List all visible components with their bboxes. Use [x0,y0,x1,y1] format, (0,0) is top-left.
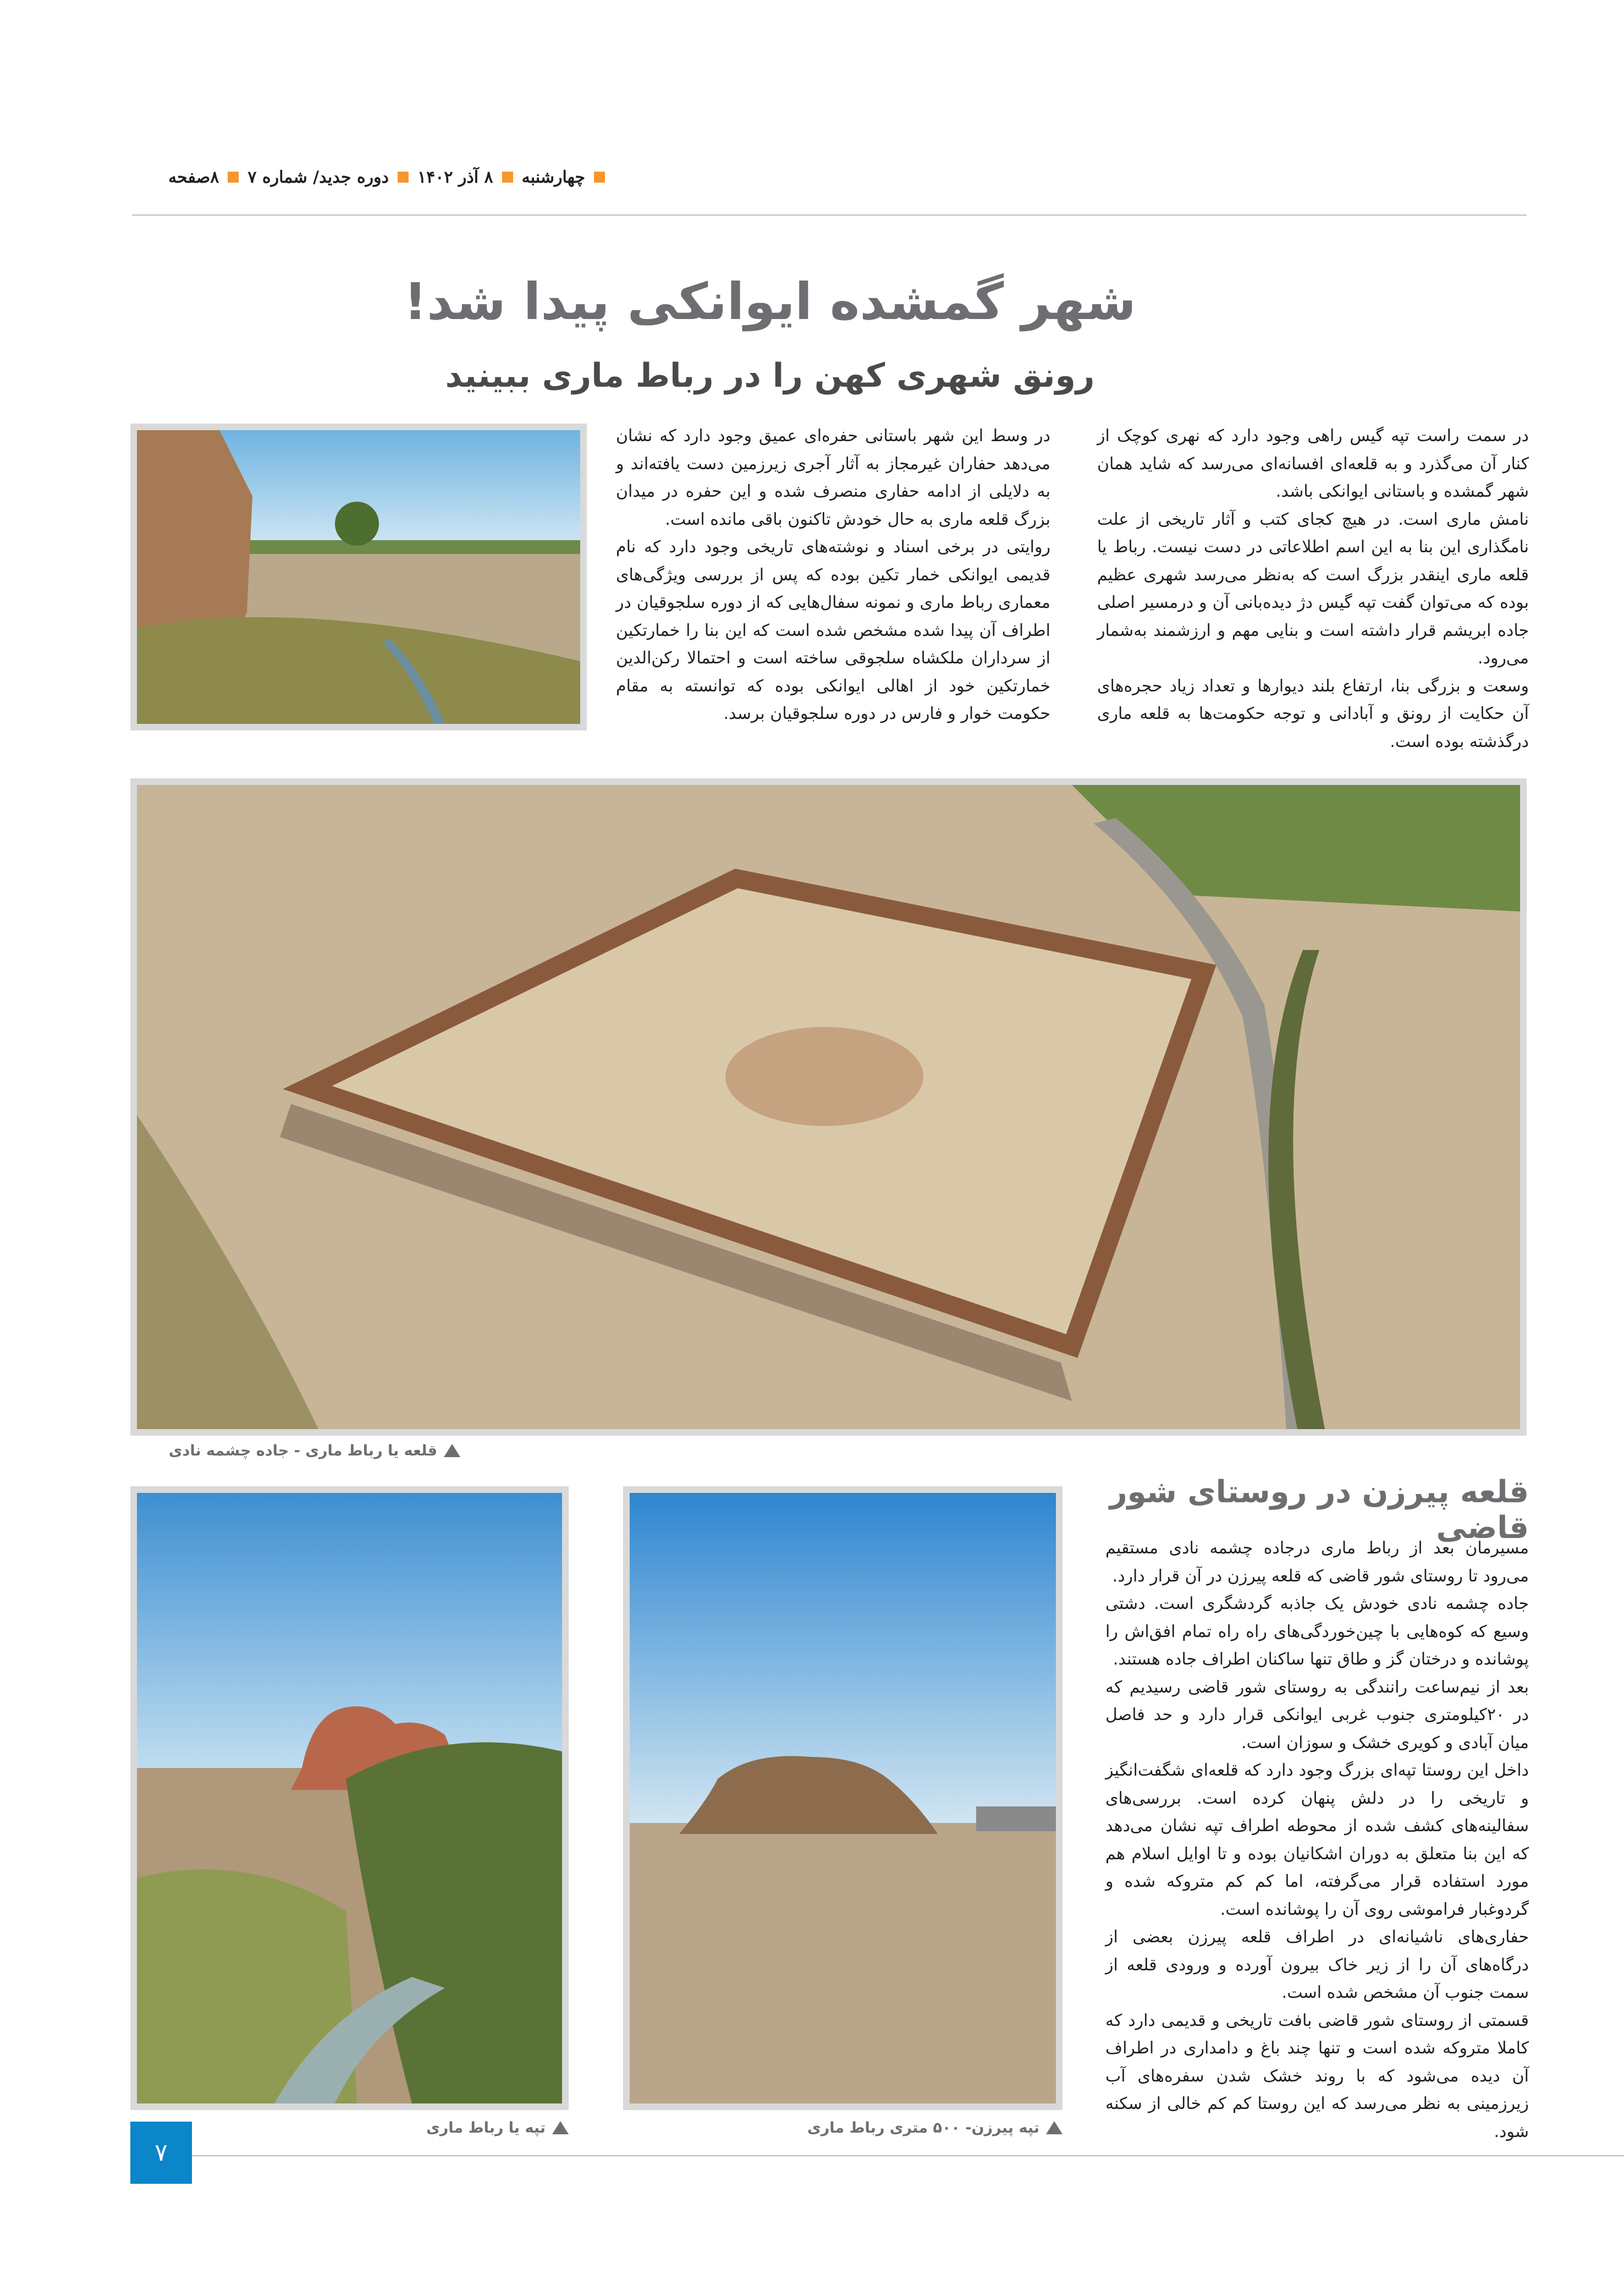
page-number: ۷ [130,2122,192,2184]
caption-tappeh [130,2117,569,2139]
photo-tappeh-robat-mari [130,1486,569,2110]
triangle-icon [1046,2121,1063,2134]
paragraph: جاده چشمه نادی خودش یک جاذبه گردشگری است. دشتی وسیع که کوه‌هایی با چین‌خوردگی‌های راه راه تمام افق‌اش را پوشانده و درختان گز و طاق تنها ساکنان اطراف جاده هستند. [1105,1594,1529,1669]
paragraph: داخل این روستا تپه‌ای بزرگ وجود دارد که قلعه‌ای شگفت‌انگیز و تاریخی را در دلش پنهان کرده است. بررسی‌های سفالینه‌های کشف شده از محوطه اطراف تپه نشان می‌دهد که این بنا متعلق به دوران اشکانیان بوده و تا اوایل اسلام هم مورد استفاده قرار می‌گرفته، اما کم کم متروکه شده و گردوغبار فراموشی روی آن را پوشانده است. [1105,1761,1529,1919]
paragraph: در سمت راست تپه گیس راهی وجود دارد که نهری کوچک از کنار آن می‌گذرد و به قلعه‌ای افسانه‌ای می‌رسد که شاید همان شهر گمشده و باستانی ایوانکی باشد. [1097,426,1529,501]
photo-ruin-stream [130,424,587,730]
paragraph: در وسط این شهر باستانی حفره‌ای عمیق وجود دارد که نشان می‌دهد حفاران غیرمجاز به آثار آجری زیرزمین دست یافته‌اند و به دلایلی از ادامه حفاری منصرف شده و این حفره در میدان بزرگ قلعه ماری به حال خودش تاکنون باقی مانده است. [616,426,1050,529]
photo-aerial-robat-mari [130,778,1527,1436]
caption-text: قلعه یا رباط ماری - جاده چشمه نادی [168,1442,437,1459]
paragraph: نامش ماری است. در هیچ کجای کتب و آثار تاریخی از علت نامگذاری این بنا به این اسم اطلاعاتی در دست نیست. رباط یا قلعه ماری اینقدر بزرگ است که به‌نظر می‌رسد شهری عظیم بوده که می‌توان گفت تپه گیس دژ دیده‌بانی آن و درمسیر اصلی جاده ابریشم قرار داشته است و بنایی مهم و ارزشمند به‌شمار می‌رود. [1097,509,1529,668]
paragraph: وسعت و بزرگی بنا، ارتفاع بلند دیوارها و تعداد زیاد حجره‌های آن حکایت از رونق و آبادانی و توجه حکومت‌ها به قلعه ماری درگذشته بوده است. [1097,676,1529,751]
header-date: ۸ آذر ۱۴۰۲ [417,167,493,187]
header-issue: دوره جدید/ شماره ۷ [247,167,389,187]
section-heading: قلعه پیرزن در روستای شور قاضی [1109,1474,1529,1546]
paragraph: بعد از نیم‌ساعت رانندگی به روستای شور قاضی رسیدیم که در ۲۰کیلومتری جنوب غربی ایوانکی قرار دارد و حد فاصل میان آبادی و کویری خشک و سوزان است. [1105,1677,1529,1753]
paragraph: مسیرمان بعد از رباط ماری درجاده چشمه نادی مستقیم می‌رود تا روستای شور قاضی که قلعه پیرزن در آن قرار دارد. [1105,1539,1529,1586]
column-middle [616,422,1050,728]
caption-text: تپه پیرزن- ۵۰۰ متری رباط ماری [807,2119,1039,2136]
issue-header [132,161,605,194]
triangle-icon [552,2121,569,2134]
article-title: شهر گمشده ایوانکی پیدا شد! [404,272,1136,331]
column-right [1097,422,1529,756]
column-section2 [1105,1535,1529,2146]
footer-divider [192,2155,1624,2156]
caption-aerial [130,1440,460,1462]
bullet-square-icon [594,172,605,183]
triangle-icon [444,1444,460,1457]
header-divider [132,215,1527,216]
bullet-square-icon [502,172,513,183]
header-day: چهارشنبه [521,167,585,187]
photo-tappeh-pirzan [623,1486,1063,2110]
bullet-square-icon [228,172,239,183]
paragraph: حفاری‌های ناشیانه‌ای در اطراف قلعه پیرزن بعضی از درگاه‌های آن را از زیر خاک بیرون آورده و ورودی قلعه از سمت جنوب آن مشخص شده است. [1105,1927,1529,2002]
caption-pirzan [623,2117,1063,2139]
caption-text: تپه یا رباط ماری [426,2119,546,2136]
bullet-square-icon [398,172,409,183]
paragraph: قسمتی از روستای شور قاضی بافت تاریخی و قدیمی دارد که کاملا متروکه شده است و تنها چند باغ و دامداری در اطراف آن دیده می‌شود که با روند خشک شدن سفره‌های آب زیرزمینی به نظر می‌رسد که این روستا کم کم خالی از سکنه شود. [1105,2011,1529,2141]
article-subtitle: رونق شهری کهن را در رباط ماری ببینید [445,356,1095,395]
header-pages: ۸صفحه [168,167,219,187]
paragraph: روایتی در برخی اسناد و نوشته‌های تاریخی وجود دارد که نام قدیمی ایوانکی خمار تکین بوده که پس از بررسی ویژگی‌های معماری رباط ماری و نمونه سفال‌هایی که از دوره سلجوقیان در اطراف آن پیدا شده مشخص شده است که این بنا را خمارتکین از سرداران ملکشاه سلجوقی ساخته است و احتمالا رکن‌الدین خمارتکین خود از اهالی ایوانکی بوده که توانسته به مقام حکومت خوار و فارس در دوره سلجوقیان برسد. [616,537,1050,723]
